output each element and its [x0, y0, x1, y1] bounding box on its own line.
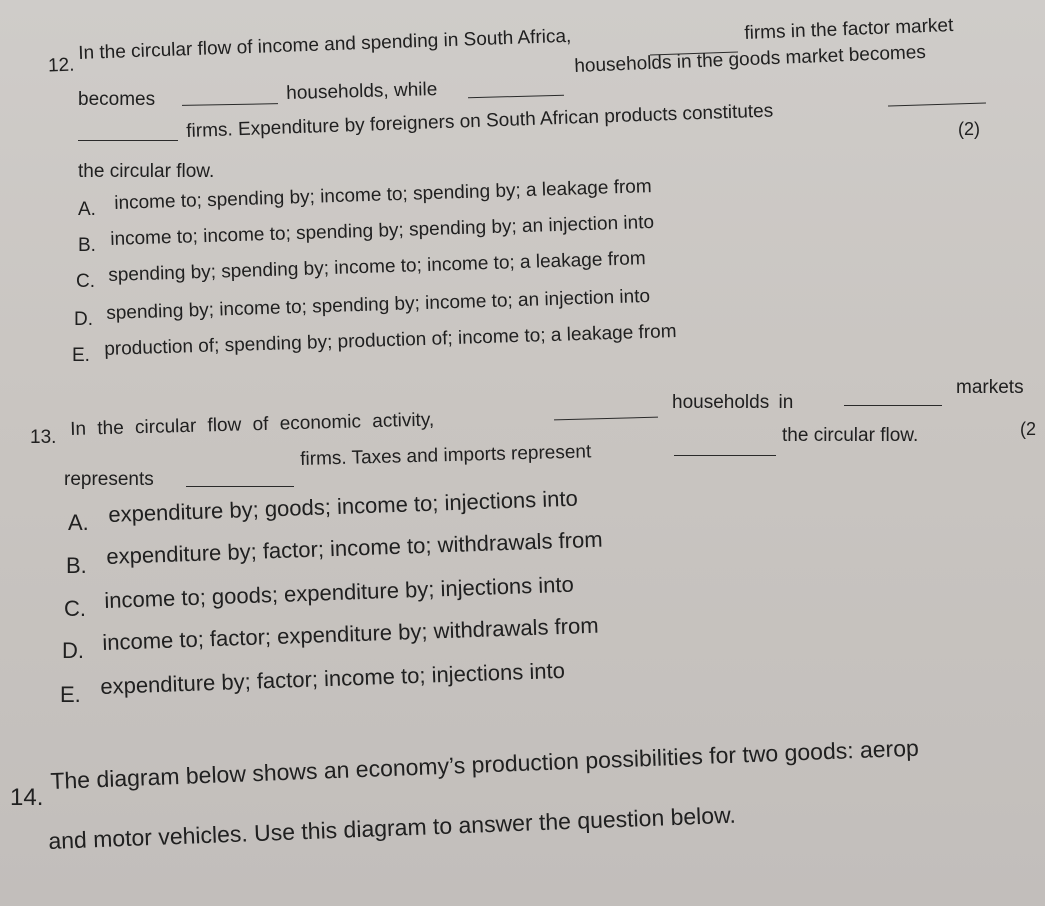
q13-line1-middle: households in: [672, 392, 794, 413]
q12-option-c-text[interactable]: spending by; spending by; income to; income to; a leakage from: [107, 248, 646, 286]
q12-blank-4[interactable]: [78, 140, 178, 141]
q13-blank-2[interactable]: [844, 405, 942, 406]
q13-blank-4[interactable]: [674, 455, 776, 456]
q13-option-e-text[interactable]: expenditure by; factor; income to; injections into: [99, 657, 566, 699]
q12-line2-end: households in the goods market becomes: [573, 41, 927, 77]
q12-line1-text: In the circular flow of income and spending in South Africa,: [77, 25, 572, 64]
q13-line1-end: markets: [956, 377, 1024, 398]
q14-line2-text: and motor vehicles. Use this diagram to answer the question below.: [47, 801, 737, 854]
q12-blank-5[interactable]: [888, 102, 986, 106]
q13-option-c-letter: C.: [64, 596, 86, 621]
q12-blank-2[interactable]: [182, 103, 278, 106]
q13-line1-text: In the circular flow of economic activity,: [69, 409, 435, 440]
q12-option-b-letter: B.: [78, 235, 96, 256]
q13-option-c-text[interactable]: income to; goods; expenditure by; injections into: [103, 571, 575, 613]
q13-option-b-letter: B.: [66, 553, 87, 578]
q12-marks: (2): [958, 119, 980, 139]
q13-option-a-text[interactable]: expenditure by; goods; income to; injections into: [107, 485, 579, 527]
q12-option-d-letter: D.: [74, 309, 93, 330]
q13-option-d-letter: D.: [62, 638, 84, 663]
q13-option-a-letter: A.: [68, 510, 89, 535]
q12-option-b-text[interactable]: income to; income to; spending by; spending by; an injection into: [109, 211, 655, 250]
q13-line2-start: represents: [64, 469, 154, 490]
q12-option-e-letter: E.: [72, 345, 90, 366]
q12-number: 12.: [47, 54, 75, 77]
q12-line2-middle: households, while: [285, 79, 438, 104]
q13-blank-3[interactable]: [186, 486, 294, 487]
q12-option-c-letter: C.: [76, 271, 95, 292]
q12-line2-start: becomes: [78, 89, 156, 110]
q13-marks: (2: [1020, 419, 1037, 439]
q12-line1-end: firms in the factor market: [743, 14, 954, 44]
q13-blank-1[interactable]: [554, 417, 658, 421]
q13-number: 13.: [30, 427, 57, 448]
q13-option-d-text[interactable]: income to; factor; expenditure by; withdrawals from: [101, 612, 599, 655]
q14-number: 14.: [10, 784, 44, 811]
q14-line1-text: The diagram below shows an economy’s production possibilities for two goods: aerop: [49, 734, 920, 794]
q12-line4-text: the circular flow.: [78, 161, 215, 182]
q13-option-b-text[interactable]: expenditure by; factor; income to; withdrawals from: [105, 526, 603, 569]
q12-line3-text: firms. Expenditure by foreigners on South African products constitutes: [185, 100, 774, 142]
q12-option-a-letter: A.: [78, 199, 96, 220]
q12-option-a-text[interactable]: income to; spending by; income to; spending by; a leakage from: [113, 176, 652, 214]
q13-option-e-letter: E.: [60, 682, 81, 707]
q13-line2-end: the circular flow.: [782, 425, 919, 446]
q12-blank-3[interactable]: [468, 95, 564, 99]
q12-option-d-text[interactable]: spending by; income to; spending by; income to; an injection into: [105, 285, 651, 324]
q12-option-e-text[interactable]: production of; spending by; production of; income to; a leakage from: [103, 321, 677, 360]
q13-line2-middle: firms. Taxes and imports represent: [299, 441, 592, 470]
